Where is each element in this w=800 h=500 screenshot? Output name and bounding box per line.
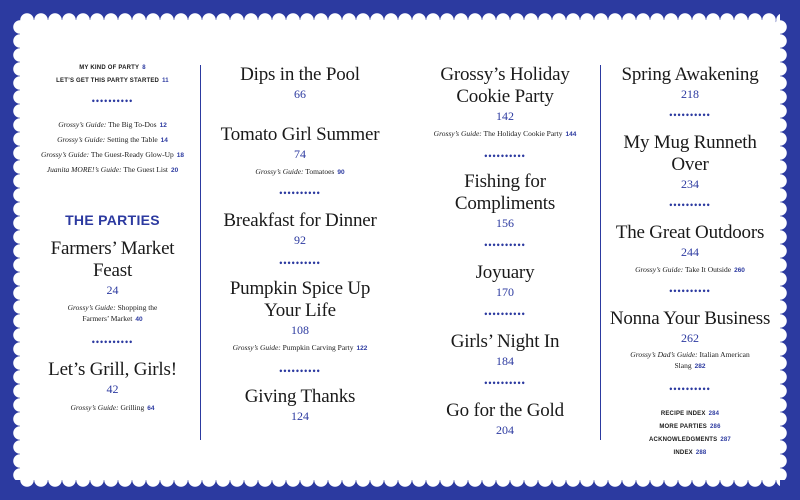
toc-entry[interactable] bbox=[205, 278, 395, 356]
toc-column-1 bbox=[30, 62, 195, 416]
toc-column-4 bbox=[605, 64, 775, 460]
guide-title: Take It Outside bbox=[684, 265, 732, 274]
toc-entry[interactable] bbox=[30, 359, 195, 416]
toc-entry[interactable] bbox=[605, 64, 775, 102]
toc-entry[interactable] bbox=[605, 308, 775, 372]
dot-divider: •••••••••• bbox=[484, 151, 526, 161]
toc-entry[interactable] bbox=[30, 238, 195, 325]
entry-title: Grossy’s Holiday bbox=[440, 64, 570, 85]
guide-title: Shopping the bbox=[117, 303, 158, 312]
scallop-top-edge bbox=[20, 13, 780, 27]
guide-name: Grossy’s Guide: bbox=[255, 167, 304, 176]
toc-entry[interactable] bbox=[205, 64, 395, 102]
guide-name: Grossy’s Guide: bbox=[635, 265, 684, 274]
dot-divider: •••••••••• bbox=[669, 286, 711, 296]
entry-title: Girls’ Night In bbox=[450, 331, 560, 352]
guide-title: Pumpkin Carving Party bbox=[282, 343, 354, 352]
toc-page-number: 18 bbox=[176, 152, 184, 159]
toc-guide-item[interactable] bbox=[30, 148, 195, 163]
entry-title: Dips in the Pool bbox=[240, 64, 360, 85]
toc-guide-item[interactable] bbox=[30, 133, 195, 148]
toc-label: MORE PARTIES bbox=[659, 424, 707, 430]
dot-divider: •••••••••• bbox=[669, 200, 711, 210]
column-divider bbox=[600, 65, 601, 440]
toc-guide-item[interactable] bbox=[30, 302, 195, 325]
toc-page-number: 286 bbox=[710, 424, 721, 430]
guide-name: Grossy’s Guide: bbox=[232, 343, 281, 352]
guide-title: The Holiday Cookie Party bbox=[483, 129, 563, 138]
toc-page-number: 244 bbox=[681, 245, 699, 259]
guide-name: Grossy’s Dad’s Guide: bbox=[630, 350, 698, 359]
entry-title: Farmers’ Market bbox=[50, 238, 175, 259]
toc-entry[interactable] bbox=[205, 386, 395, 424]
guide-title: Slang bbox=[674, 361, 692, 370]
toc-page-number: 234 bbox=[681, 177, 699, 191]
toc-page-number: 12 bbox=[159, 122, 167, 129]
guide-title: Farmers’ Market bbox=[82, 314, 133, 323]
scallop-left-edge bbox=[13, 20, 27, 480]
toc-page-number: 66 bbox=[294, 87, 306, 101]
toc-page-number: 11 bbox=[162, 78, 169, 84]
toc-back-item[interactable] bbox=[605, 434, 775, 447]
entry-title: Cookie Party bbox=[456, 86, 554, 107]
toc-page-number: 108 bbox=[291, 323, 309, 337]
toc-label: MY KIND OF PARTY bbox=[79, 65, 140, 71]
entry-title: Let’s Grill, Girls! bbox=[48, 359, 177, 380]
toc-guide-item[interactable] bbox=[30, 401, 195, 416]
toc-label: RECIPE INDEX bbox=[660, 411, 706, 417]
section-heading: THE PARTIES bbox=[65, 212, 160, 228]
entry-title: Pumpkin Spice Up bbox=[229, 278, 371, 299]
entry-title: Your Life bbox=[264, 300, 336, 321]
dot-divider: •••••••••• bbox=[484, 378, 526, 388]
toc-guide-item[interactable] bbox=[30, 118, 195, 133]
column-divider bbox=[200, 65, 201, 440]
toc-back-item[interactable] bbox=[605, 447, 775, 460]
toc-page-number: 122 bbox=[356, 345, 368, 352]
entry-title: Breakfast for Dinner bbox=[223, 210, 377, 231]
toc-column-3 bbox=[410, 64, 600, 438]
toc-entry[interactable] bbox=[410, 171, 600, 231]
toc-page-number: 288 bbox=[695, 450, 707, 456]
toc-entry[interactable] bbox=[410, 64, 600, 142]
dot-divider: •••••••••• bbox=[279, 366, 321, 376]
entry-title: My Mug Runneth Over bbox=[623, 132, 757, 175]
toc-page-number: 24 bbox=[106, 283, 119, 297]
scallop-bottom-edge bbox=[20, 473, 780, 487]
dot-divider: •••••••••• bbox=[91, 96, 134, 106]
toc-page-number: 8 bbox=[142, 65, 146, 71]
toc-label: ACKNOWLEDGMENTS bbox=[649, 437, 718, 443]
toc-page-number: 184 bbox=[496, 354, 514, 368]
toc-page-number: 284 bbox=[708, 411, 720, 417]
entry-title: Spring Awakening bbox=[621, 64, 759, 85]
toc-page-number: 156 bbox=[496, 216, 514, 230]
toc-page-number: 92 bbox=[294, 233, 306, 247]
toc-guide-item[interactable] bbox=[30, 163, 195, 178]
toc-page-number: 282 bbox=[694, 363, 706, 370]
toc-page-number: 170 bbox=[496, 285, 514, 299]
guide-title: Italian American bbox=[699, 350, 750, 359]
toc-entry[interactable] bbox=[205, 124, 395, 180]
entry-title: Go for the Gold bbox=[446, 400, 564, 421]
toc-column-2 bbox=[205, 64, 395, 424]
toc-guide-item[interactable] bbox=[410, 127, 600, 142]
toc-page-number: 218 bbox=[681, 87, 699, 101]
toc-front-item[interactable] bbox=[30, 62, 195, 75]
guide-name: Grossy’s Guide: bbox=[57, 135, 106, 144]
toc-page-number: 90 bbox=[337, 169, 345, 176]
toc-entry[interactable] bbox=[410, 400, 600, 438]
toc-back-item[interactable] bbox=[605, 408, 775, 421]
toc-page-number: 144 bbox=[565, 131, 577, 138]
toc-guide-item[interactable] bbox=[605, 349, 775, 372]
toc-back-item[interactable] bbox=[605, 421, 775, 434]
toc-page-number: 20 bbox=[170, 167, 179, 174]
entry-title: Tomato Girl Summer bbox=[220, 124, 380, 145]
toc-guide-item[interactable] bbox=[205, 341, 395, 356]
guide-name: Grossy’s Guide: bbox=[58, 120, 107, 129]
toc-page-number: 74 bbox=[294, 147, 306, 161]
toc-entry[interactable] bbox=[410, 331, 600, 369]
entry-title: Joyuary bbox=[475, 262, 535, 283]
guide-name: Grossy’s Guide: bbox=[70, 403, 119, 412]
entry-title: Giving Thanks bbox=[244, 386, 356, 407]
guide-title: Setting the Table bbox=[107, 135, 158, 144]
toc-front-item[interactable] bbox=[30, 75, 195, 88]
dot-divider: •••••••••• bbox=[484, 309, 526, 319]
toc-page-number: 40 bbox=[135, 316, 143, 323]
toc-page-number: 260 bbox=[734, 267, 745, 274]
entry-title: Feast bbox=[92, 260, 133, 281]
guide-title: The Guest List bbox=[123, 165, 168, 174]
guide-title: The Big To-Dos bbox=[108, 120, 157, 129]
guide-title: The Guest-Ready Glow-Up bbox=[90, 150, 174, 159]
entry-title: Compliments bbox=[454, 193, 556, 214]
toc-guide-item[interactable] bbox=[605, 263, 775, 278]
entry-title: Fishing for bbox=[464, 171, 546, 192]
guide-title: Tomatoes bbox=[305, 167, 335, 176]
dot-divider: •••••••••• bbox=[91, 337, 134, 347]
toc-entry[interactable] bbox=[605, 222, 775, 278]
toc-page-number: 42 bbox=[106, 382, 119, 396]
toc-page-number: 142 bbox=[496, 109, 514, 123]
toc-page-number: 262 bbox=[681, 331, 699, 345]
entry-title: The Great Outdoors bbox=[615, 222, 765, 243]
scallop-right-edge bbox=[773, 20, 787, 480]
toc-page-number: 287 bbox=[720, 437, 731, 443]
guide-name: Juanita MORE!’s Guide: bbox=[46, 165, 122, 174]
guide-name: Grossy’s Guide: bbox=[40, 150, 90, 159]
guide-title: Grilling bbox=[120, 403, 145, 412]
toc-entry[interactable] bbox=[205, 210, 395, 248]
toc-page-number: 204 bbox=[496, 423, 514, 437]
toc-guide-item[interactable] bbox=[205, 165, 395, 180]
dot-divider: •••••••••• bbox=[279, 188, 321, 198]
guide-name: Grossy’s Guide: bbox=[433, 129, 482, 138]
toc-page-number: 14 bbox=[160, 137, 168, 144]
toc-label: INDEX bbox=[673, 450, 693, 456]
toc-entry[interactable] bbox=[410, 262, 600, 300]
guide-name: Grossy’s Guide: bbox=[67, 303, 116, 312]
toc-page-number: 64 bbox=[147, 405, 155, 412]
dot-divider: •••••••••• bbox=[279, 258, 321, 268]
dot-divider: •••••••••• bbox=[669, 384, 711, 394]
toc-entry[interactable] bbox=[605, 132, 775, 192]
dot-divider: •••••••••• bbox=[484, 240, 526, 250]
toc-page-number: 124 bbox=[291, 409, 309, 423]
dot-divider: •••••••••• bbox=[669, 110, 711, 120]
toc-label: LET’S GET THIS PARTY STARTED bbox=[56, 78, 160, 84]
entry-title: Nonna Your Business bbox=[609, 308, 771, 329]
